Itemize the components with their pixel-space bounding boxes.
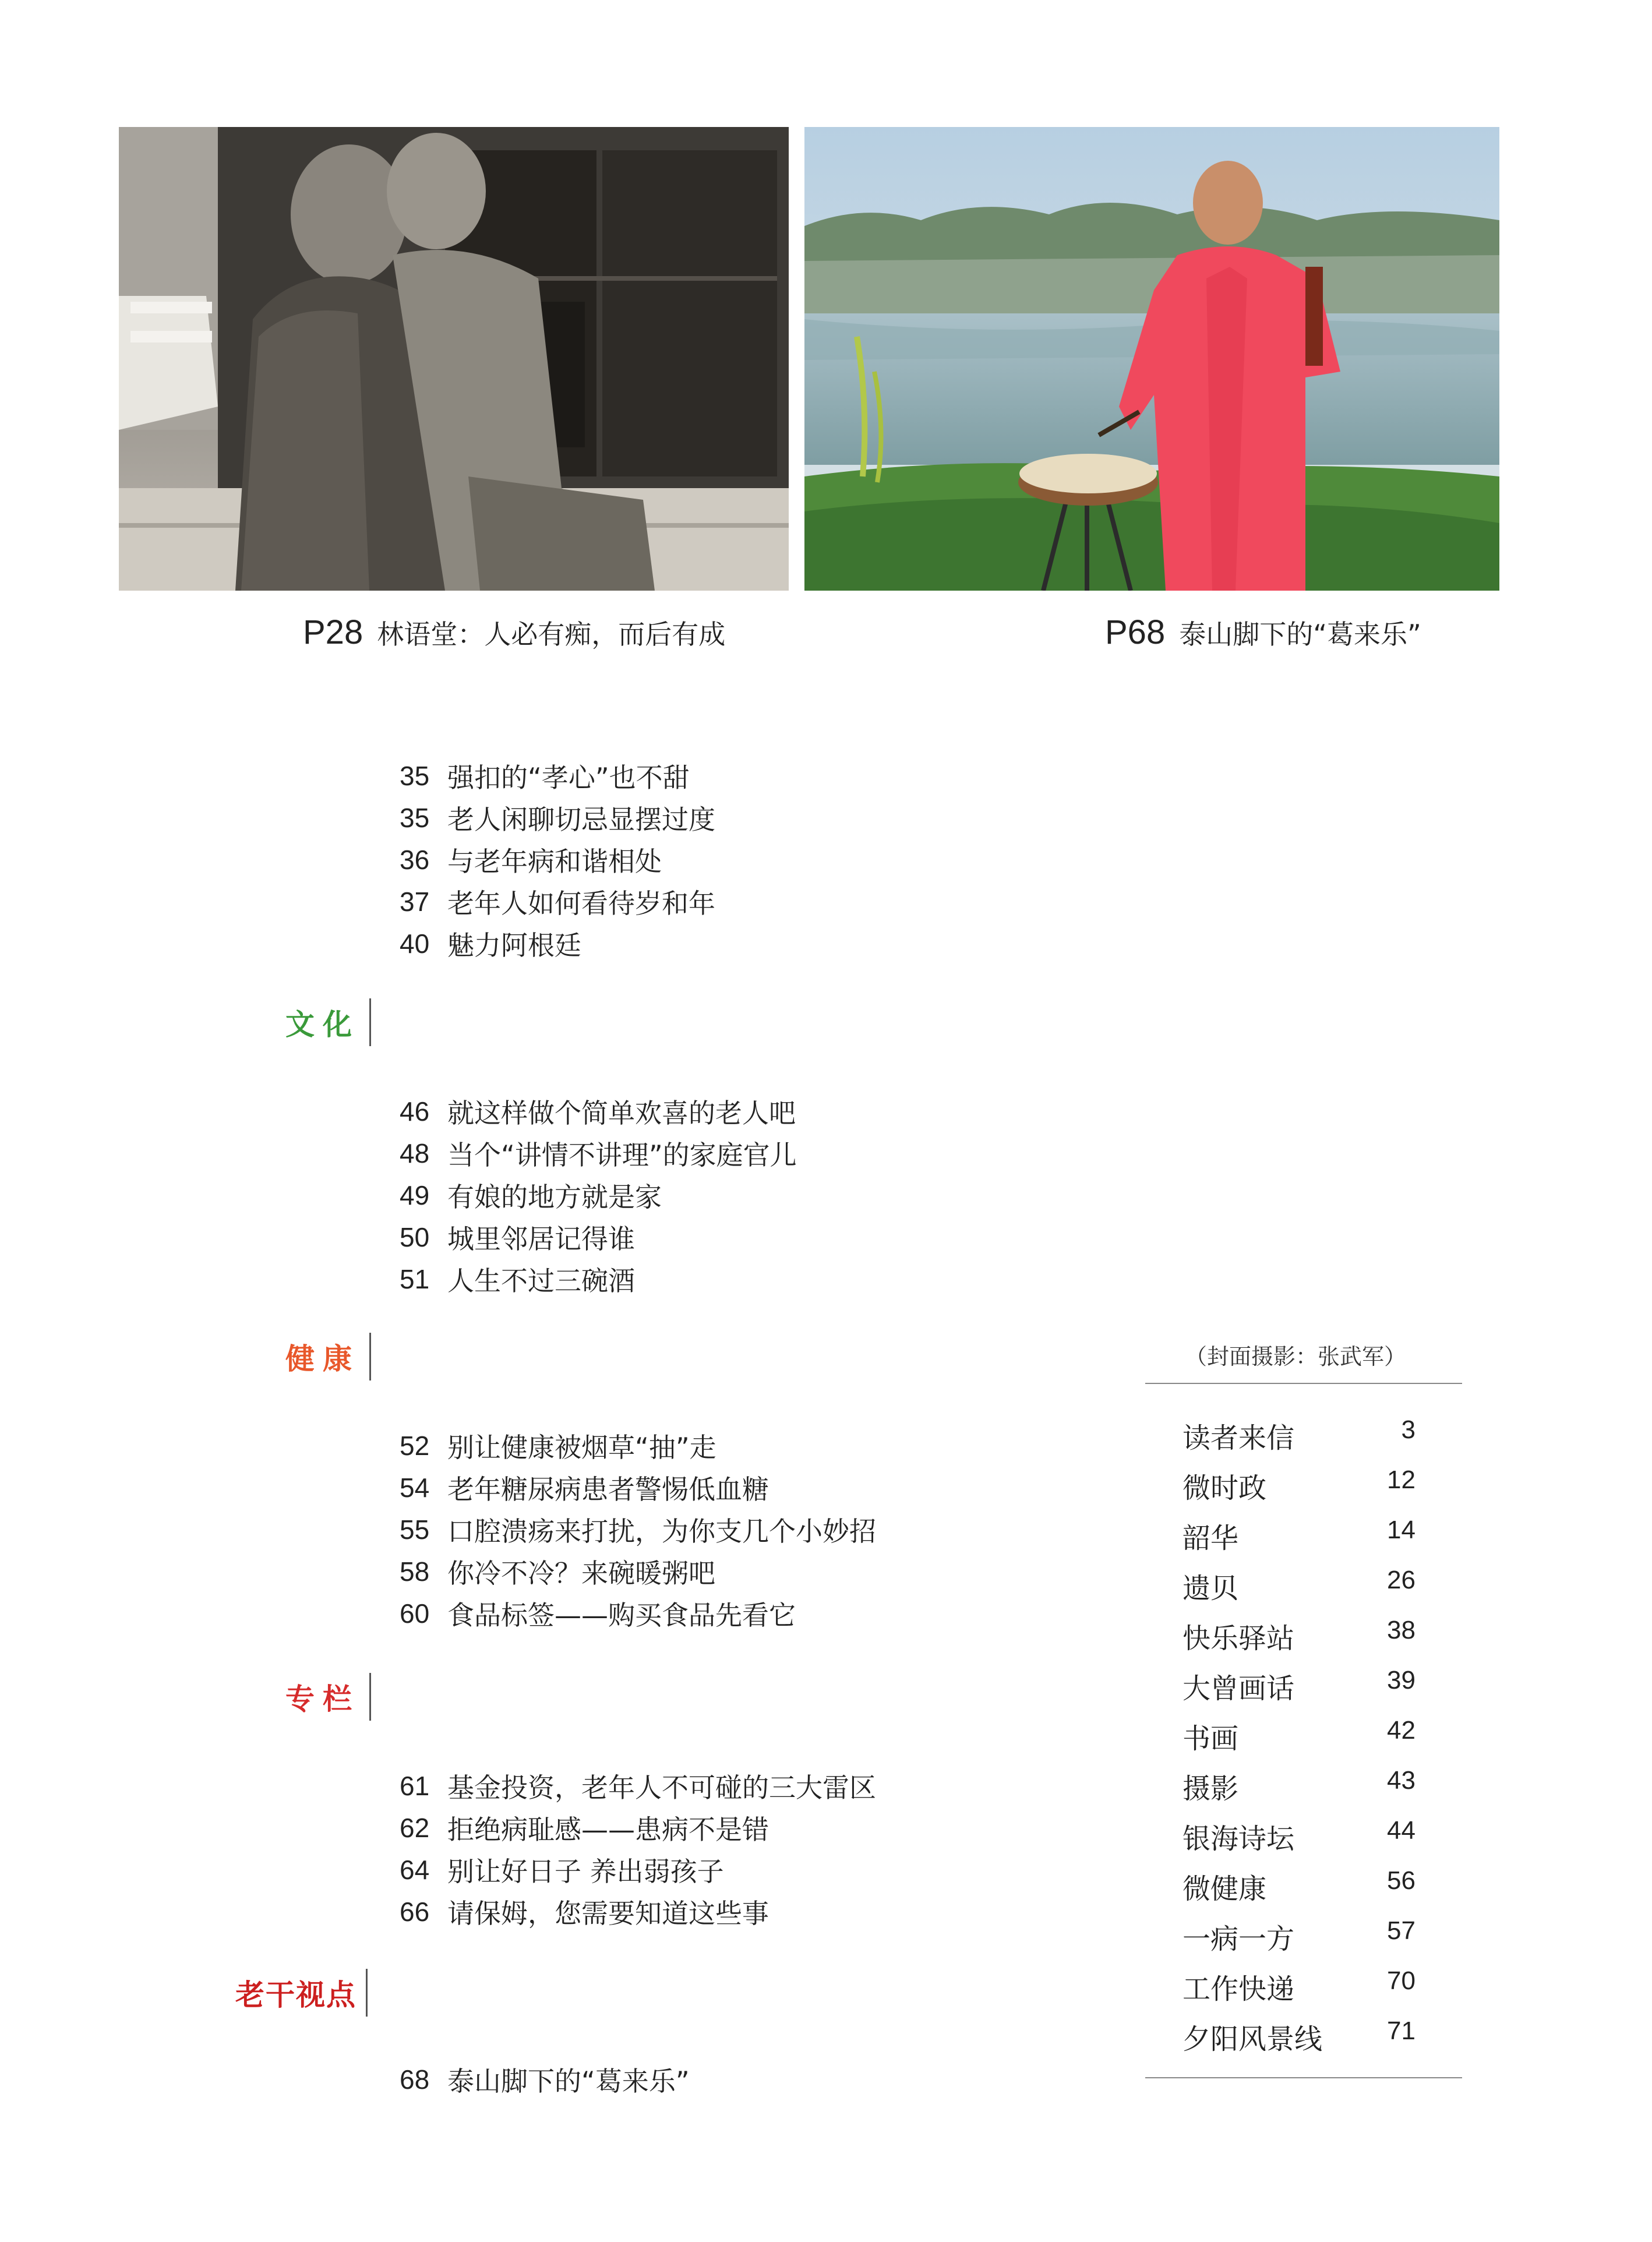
entry-title: 老年人如何看待岁和年 <box>447 888 715 919</box>
entry-page: 60 <box>400 1598 430 1629</box>
sidebar-item-page: 71 <box>1387 2017 1416 2045</box>
sidebar-item-page: 43 <box>1387 1766 1416 1795</box>
entry-page: 66 <box>400 1897 430 1927</box>
entry-page: 64 <box>400 1855 430 1885</box>
sidebar-item-label: 一病一方 <box>1182 1923 1295 1955</box>
sidebar-item-page: 14 <box>1387 1516 1416 1544</box>
sidebar-item-page: 44 <box>1387 1816 1416 1845</box>
sidebar-item-label: 读者来信 <box>1182 1422 1295 1454</box>
entry-page: 49 <box>400 1180 430 1210</box>
entry-page: 40 <box>400 928 430 959</box>
sidebar-top-rule <box>1145 1383 1462 1384</box>
section-heading-viewpoint <box>235 1969 368 2017</box>
sidebar-index-item[interactable] <box>1182 1616 1416 1657</box>
entry-title: 人生不过三碗酒 <box>447 1265 635 1297</box>
caption-title: 林语堂：人必有痴，而后有成 <box>377 619 726 650</box>
sidebar-item-page: 3 <box>1401 1415 1416 1444</box>
section-divider <box>369 998 371 1046</box>
entry-title: 与老年病和谐相处 <box>447 846 662 877</box>
entry-title: 当个“讲情不讲理”的家庭官儿 <box>447 1139 797 1171</box>
sidebar-item-label: 工作快递 <box>1182 1973 1295 2006</box>
entry-page: 48 <box>400 1138 430 1168</box>
entry-title: 强扣的“孝心”也不甜 <box>447 762 690 793</box>
entry-page: 58 <box>400 1556 430 1587</box>
sidebar-index-item[interactable] <box>1182 1566 1416 1607</box>
sidebar-item-label: 韶华 <box>1182 1522 1239 1555</box>
section-heading-column <box>285 1673 371 1721</box>
sidebar-index-item[interactable] <box>1182 1415 1416 1456</box>
photo-caption-left[interactable] <box>303 613 725 652</box>
sidebar-index-item[interactable] <box>1182 1466 1416 1506</box>
entry-title: 就这样做个简单欢喜的老人吧 <box>447 1097 796 1129</box>
sidebar-index-item[interactable] <box>1182 2017 1416 2057</box>
section-heading-health <box>285 1333 371 1380</box>
sidebar-index-item[interactable] <box>1182 1816 1416 1857</box>
entry-page: 46 <box>400 1096 430 1127</box>
photo-caption-right[interactable] <box>1105 613 1421 652</box>
entry-title: 食品标签——购买食品先看它 <box>447 1600 796 1631</box>
sidebar-item-label: 快乐驿站 <box>1182 1622 1295 1655</box>
entry-title: 你冷不冷？来碗暖粥吧 <box>447 1558 715 1589</box>
caption-title: 泰山脚下的“葛来乐” <box>1179 619 1421 650</box>
entry-title: 魅力阿根廷 <box>447 930 581 961</box>
sidebar-item-label: 大曾画话 <box>1182 1672 1295 1705</box>
sidebar-index-item[interactable] <box>1182 1666 1416 1707</box>
entry-page: 61 <box>400 1771 430 1801</box>
sidebar-item-page: 56 <box>1387 1866 1416 1895</box>
entry-title: 泰山脚下的“葛来乐” <box>447 2066 690 2097</box>
entry-title: 请保姆，您需要知道这些事 <box>447 1898 769 1929</box>
sidebar-index-item[interactable] <box>1182 1716 1416 1757</box>
entry-title: 城里邻居记得谁 <box>447 1223 635 1255</box>
entry-page: 68 <box>400 2064 430 2095</box>
sidebar-item-label: 夕阳风景线 <box>1182 2023 1323 2056</box>
entry-page: 37 <box>400 887 430 917</box>
sidebar-item-page: 12 <box>1387 1466 1416 1494</box>
entry-page: 54 <box>400 1473 430 1503</box>
sidebar-item-label: 微时政 <box>1182 1472 1267 1505</box>
sidebar-item-label: 遗贝 <box>1182 1572 1239 1605</box>
section-title: 老干视点 <box>235 1978 356 2012</box>
sidebar-index-item[interactable] <box>1182 1916 1416 1957</box>
section-divider <box>369 1673 371 1721</box>
entry-title: 有娘的地方就是家 <box>447 1181 662 1213</box>
entry-title: 基金投资，老年人不可碰的三大雷区 <box>447 1772 876 1803</box>
caption-page-number: P28 <box>303 613 363 651</box>
section-title: 专栏 <box>285 1682 360 1716</box>
cover-photo-credit: （封面摄影：张武军） <box>1185 1344 1407 1369</box>
photo-lin-yutang <box>119 127 789 591</box>
entry-title: 拒绝病耻感——患病不是错 <box>447 1814 769 1845</box>
sidebar-item-page: 42 <box>1387 1716 1416 1745</box>
sidebar-index-item[interactable] <box>1182 1966 1416 2007</box>
section-title: 文化 <box>285 1007 360 1041</box>
entry-title: 老人闲聊切忌显摆过度 <box>447 804 715 835</box>
entry-title: 老年糖尿病患者警惕低血糖 <box>447 1474 769 1505</box>
sidebar-bottom-rule <box>1145 2077 1462 2078</box>
caption-page-number: P68 <box>1105 613 1166 651</box>
entry-page: 35 <box>400 803 430 833</box>
sidebar-item-page: 38 <box>1387 1616 1416 1644</box>
entry-page: 50 <box>400 1222 430 1252</box>
photo-ge-laile <box>804 127 1499 591</box>
entry-page: 35 <box>400 761 430 791</box>
sidebar-index-item[interactable] <box>1182 1866 1416 1907</box>
entry-page: 52 <box>400 1431 430 1461</box>
sidebar-item-label: 微健康 <box>1182 1873 1267 1905</box>
sidebar-item-label: 摄影 <box>1182 1773 1239 1805</box>
sidebar-item-page: 70 <box>1387 1966 1416 1995</box>
section-title: 健康 <box>285 1341 360 1376</box>
section-heading-culture <box>285 998 371 1046</box>
sidebar-item-page: 26 <box>1387 1566 1416 1594</box>
section-divider <box>369 1333 371 1380</box>
sidebar-item-page: 57 <box>1387 1916 1416 1945</box>
sidebar-item-page: 39 <box>1387 1666 1416 1694</box>
entry-page: 51 <box>400 1264 430 1294</box>
sidebar-index-item[interactable] <box>1182 1516 1416 1556</box>
sidebar-index-item[interactable] <box>1182 1766 1416 1807</box>
entry-title: 口腔溃疡来打扰，为你支几个小妙招 <box>447 1516 876 1547</box>
entry-title: 别让好日子 养出弱孩子 <box>447 1856 724 1887</box>
entry-page: 62 <box>400 1813 430 1843</box>
section-divider <box>366 1969 368 2017</box>
entry-page: 55 <box>400 1514 430 1545</box>
entry-page: 36 <box>400 845 430 875</box>
entry-title: 别让健康被烟草“抽”走 <box>447 1432 716 1463</box>
sidebar-item-label: 书画 <box>1182 1722 1239 1755</box>
sidebar-item-label: 银海诗坛 <box>1182 1823 1295 1855</box>
